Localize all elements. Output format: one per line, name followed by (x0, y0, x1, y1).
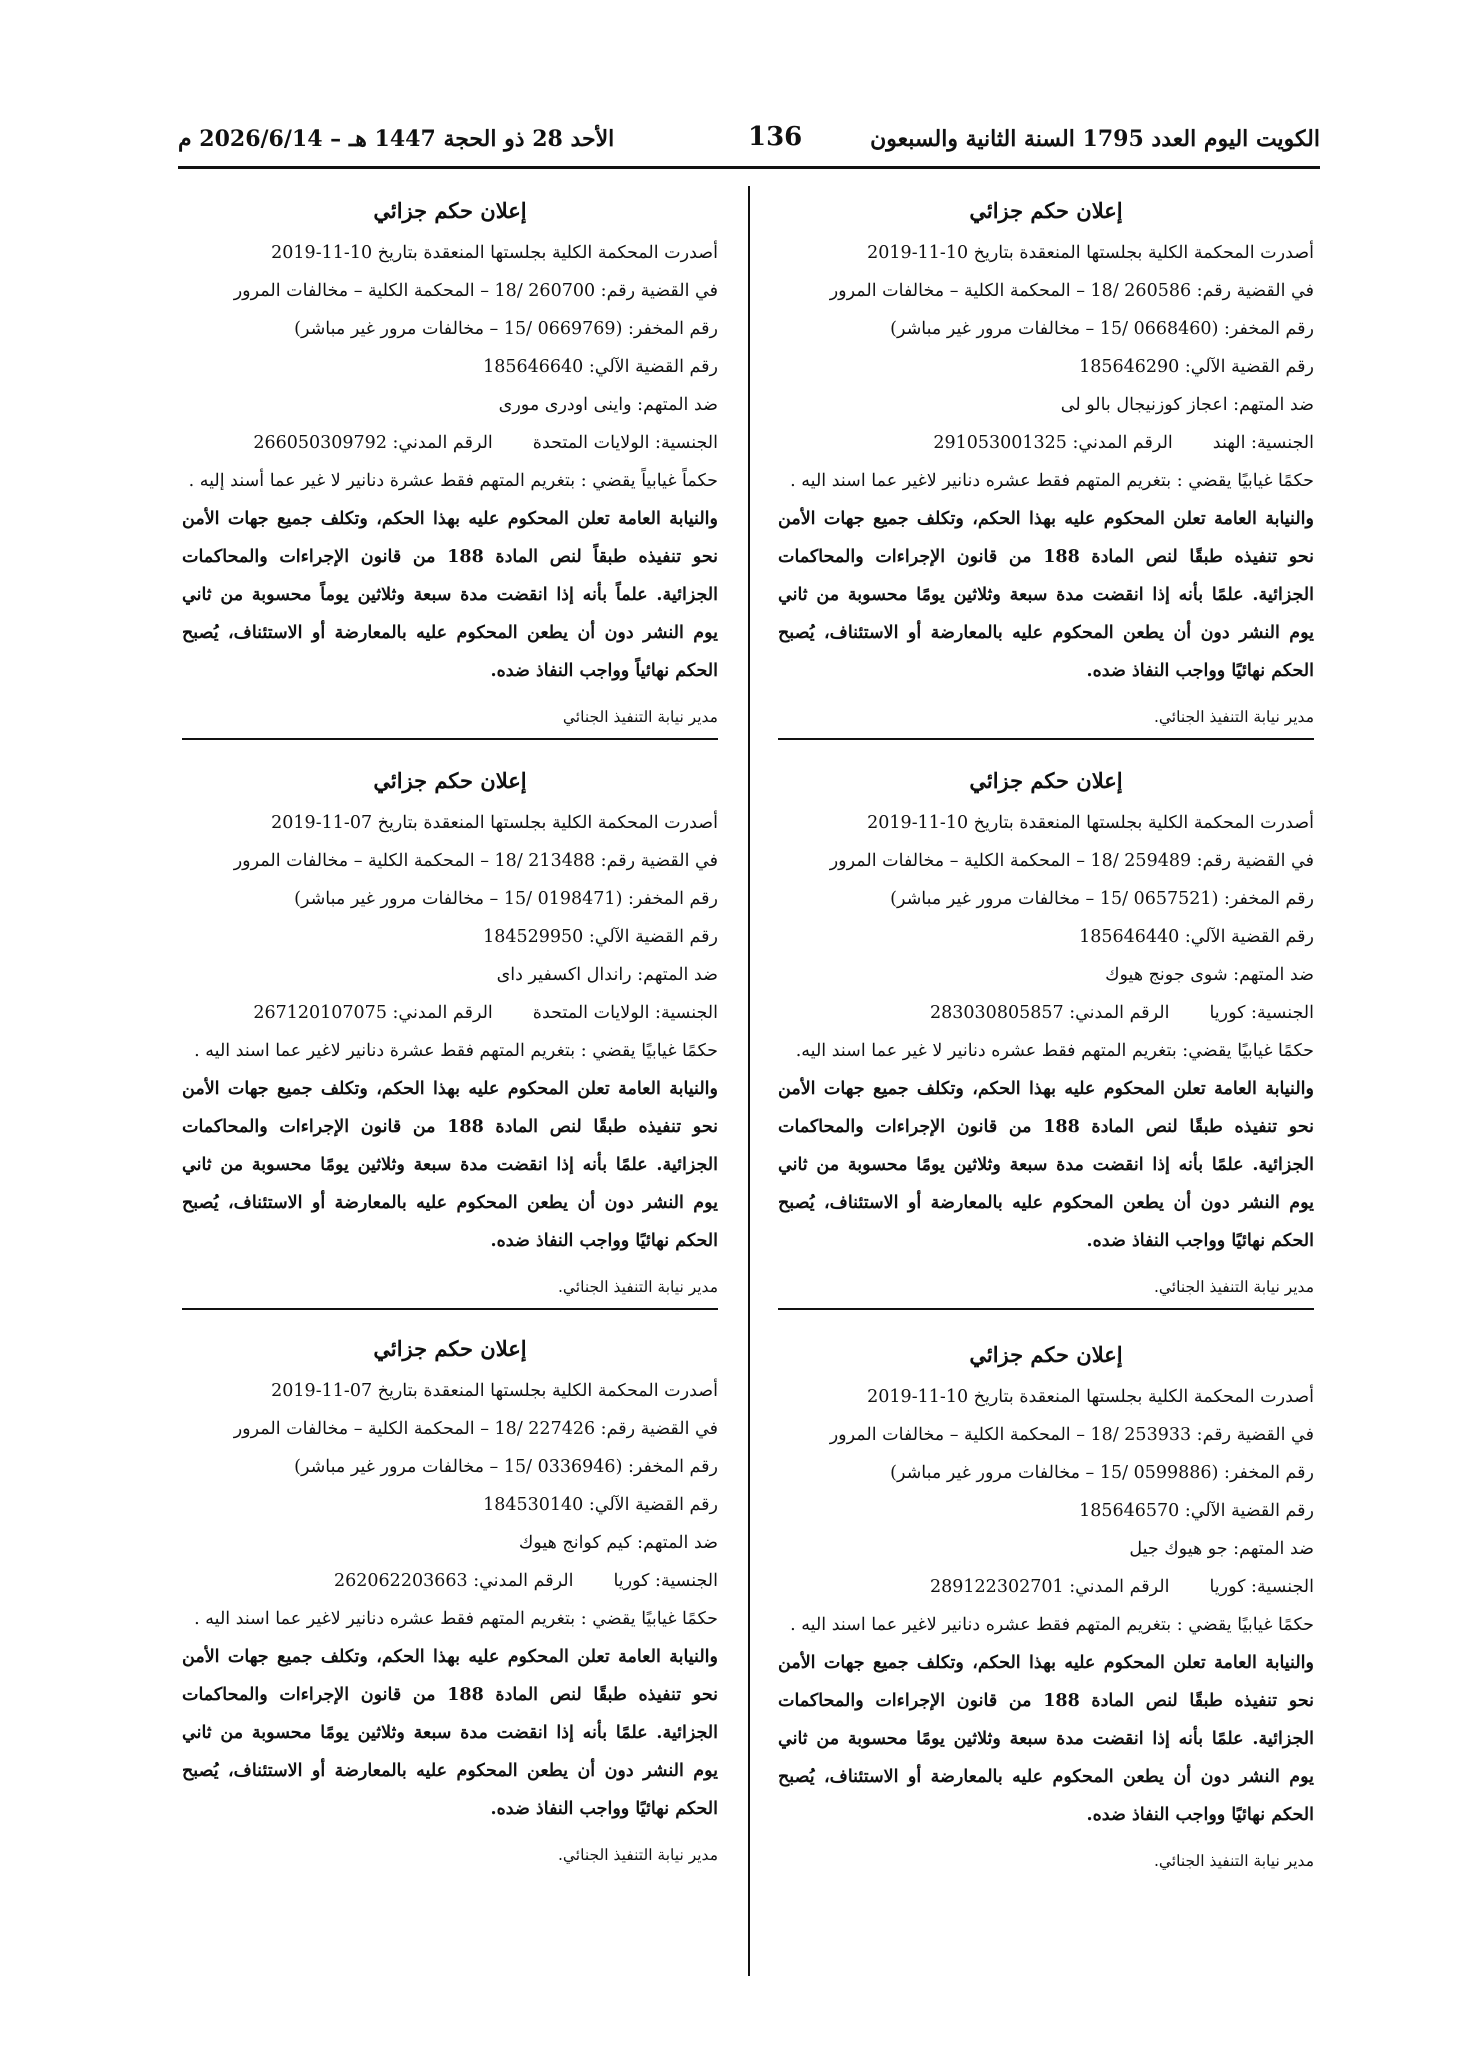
station-number: رقم المخفر: (0669769 /15 – مخالفات مرور غير مباشر) (294, 319, 718, 339)
defendant: ضد المتهم: راندال اكسفير داى (496, 965, 718, 985)
issue-date: الأحد 28 ذو الحجة 1447 هـ – 2026/6/14 م (178, 126, 615, 152)
signature: مدير نيابة التنفيذ الجنائي. (1153, 1852, 1314, 1870)
defendant: ضد المتهم: جو هيوك جيل (1129, 1539, 1314, 1559)
issued-line: أصدرت المحكمة الكلية بجلستها المنعقدة بتاريخ 10-11-2019 (867, 1387, 1314, 1407)
notice-title: إعلان حكم جزائي (373, 768, 527, 793)
issued-line: أصدرت المحكمة الكلية بجلستها المنعقدة بتاريخ 10-11-2019 (271, 243, 718, 263)
verdict: حكمًا غيابيًا يقضي: بتغريم المتهم فقط عشره دنانير لا غير عما اسند اليه. (795, 1041, 1314, 1061)
auto-case-number: رقم القضية الآلي: 185646290 (1079, 357, 1314, 377)
notice-title: إعلان حكم جزائي (969, 768, 1123, 793)
notice (778, 1336, 1314, 1880)
civil-id: الرقم المدني: 266050309792 (253, 433, 493, 453)
civil-id: الرقم المدني: 262062203663 (334, 1571, 574, 1591)
defendant: ضد المتهم: واينى اودرى مورى (498, 395, 718, 415)
notice (778, 762, 1314, 1306)
station-number: رقم المخفر: (0657521 /15 – مخالفات مرور غير مباشر) (890, 889, 1314, 909)
notice-body: والنيابة العامة تعلن المحكوم عليه بهذا الحكم، وتكلف جميع جهات الأمن نحو تنفيذه طبقًا لنص المادة 188 من قانون الإجراءات والمحاكمات الجزائية. علمًا بأنه إذا انقضت مدة سبعة وثلاثين يومًا محسوبة من ثاني يوم النشر دون أن يطعن المحكوم عليه بالمعارضة أو الاستئناف، يُصبح الحكم نهائيًا وواجب النفاذ ضده. (778, 1653, 1314, 1825)
civil-id: الرقم المدني: 291053001325 (933, 433, 1173, 453)
nationality: الجنسية: الهند (1212, 433, 1314, 453)
station-number: رقم المخفر: (0336946 /15 – مخالفات مرور غير مباشر) (294, 1457, 718, 1477)
notice-title: إعلان حكم جزائي (969, 198, 1123, 223)
station-number: رقم المخفر: (0198471 /15 – مخالفات مرور غير مباشر) (294, 889, 718, 909)
auto-case-number: رقم القضية الآلي: 185646440 (1079, 927, 1314, 947)
civil-id: الرقم المدني: 267120107075 (253, 1003, 493, 1023)
issued-line: أصدرت المحكمة الكلية بجلستها المنعقدة بتاريخ 10-11-2019 (867, 813, 1314, 833)
notice (778, 192, 1314, 736)
nationality-row (182, 1562, 718, 1600)
nationality: الجنسية: الولايات المتحدة (532, 433, 718, 453)
verdict: حكمًا غيابيًا يقضي : بتغريم المتهم فقط عشرة دنانير لاغير عما اسند اليه . (194, 1041, 718, 1061)
defendant: ضد المتهم: اعجاز كوزنيجال بالو لى (1060, 395, 1314, 415)
signature: مدير نيابة التنفيذ الجنائي. (1153, 1278, 1314, 1296)
notice-body: والنيابة العامة تعلن المحكوم عليه بهذا الحكم، وتكلف جميع جهات الأمن نحو تنفيذه طبقًا لنص المادة 188 من قانون الإجراءات والمحاكمات الجزائية. علمًا بأنه إذا انقضت مدة سبعة وثلاثين يومًا محسوبة من ثاني يوم النشر دون أن يطعن المحكوم عليه بالمعارضة أو الاستئناف، يُصبح الحكم نهائيًا وواجب النفاذ ضده. (182, 1647, 718, 1819)
case-number: في القضية رقم: 253933 /18 – المحكمة الكلية – مخالفات المرور (829, 1425, 1314, 1445)
issued-line: أصدرت المحكمة الكلية بجلستها المنعقدة بتاريخ 07-11-2019 (271, 813, 718, 833)
page-number: 136 (748, 122, 803, 152)
defendant: ضد المتهم: شوى جونج هيوك (1105, 965, 1314, 985)
notice-body: والنيابة العامة تعلن المحكوم عليه بهذا الحكم، وتكلف جميع جهات الأمن نحو تنفيذه طبقًا لنص المادة 188 من قانون الإجراءات والمحاكمات الجزائية. علمًا بأنه إذا انقضت مدة سبعة وثلاثين يومًا محسوبة من ثاني يوم النشر دون أن يطعن المحكوم عليه بالمعارضة أو الاستئناف، يُصبح الحكم نهائيًا وواجب النفاذ ضده. (778, 509, 1314, 681)
case-number: في القضية رقم: 213488 /18 – المحكمة الكلية – مخالفات المرور (233, 851, 718, 871)
nationality-row (182, 994, 718, 1032)
nationality: الجنسية: كوريا (613, 1571, 718, 1591)
gazette-issue: الكويت اليوم العدد 1795 السنة الثانية والسبعون (870, 126, 1320, 152)
notice-title: إعلان حكم جزائي (373, 1336, 527, 1361)
station-number: رقم المخفر: (0599886 /15 – مخالفات مرور غير مباشر) (890, 1463, 1314, 1483)
nationality: الجنسية: كوريا (1209, 1577, 1314, 1597)
notice-separator (778, 738, 1314, 740)
header-rule (178, 166, 1320, 169)
case-number: في القضية رقم: 260586 /18 – المحكمة الكلية – مخالفات المرور (829, 281, 1314, 301)
case-number: في القضية رقم: 227426 /18 – المحكمة الكلية – مخالفات المرور (233, 1419, 718, 1439)
signature: مدير نيابة التنفيذ الجنائي. (1153, 708, 1314, 726)
nationality-row (778, 1568, 1314, 1606)
issued-line: أصدرت المحكمة الكلية بجلستها المنعقدة بتاريخ 07-11-2019 (271, 1381, 718, 1401)
notice (182, 762, 718, 1306)
civil-id: الرقم المدني: 283030805857 (930, 1003, 1170, 1023)
case-number: في القضية رقم: 259489 /18 – المحكمة الكلية – مخالفات المرور (829, 851, 1314, 871)
notice-separator (778, 1308, 1314, 1310)
nationality: الجنسية: كوريا (1209, 1003, 1314, 1023)
notice (182, 192, 718, 736)
defendant: ضد المتهم: كيم كوانج هيوك (518, 1533, 718, 1553)
auto-case-number: رقم القضية الآلي: 184530140 (483, 1495, 718, 1515)
verdict: حكماً غيابياً يقضي : بتغريم المتهم فقط عشرة دنانير لا غير عما أسند إليه . (188, 471, 718, 491)
notice (182, 1330, 718, 1874)
civil-id: الرقم المدني: 289122302701 (930, 1577, 1170, 1597)
notice-title: إعلان حكم جزائي (373, 198, 527, 223)
signature: مدير نيابة التنفيذ الجنائي (562, 708, 718, 726)
notice-body: والنيابة العامة تعلن المحكوم عليه بهذا الحكم، وتكلف جميع جهات الأمن نحو تنفيذه طبقًا لنص المادة 188 من قانون الإجراءات والمحاكمات الجزائية. علمًا بأنه إذا انقضت مدة سبعة وثلاثين يومًا محسوبة من ثاني يوم النشر دون أن يطعن المحكوم عليه بالمعارضة أو الاستئناف، يُصبح الحكم نهائيًا وواجب النفاذ ضده. (182, 1079, 718, 1251)
verdict: حكمًا غيابيًا يقضي : بتغريم المتهم فقط عشره دنانير لاغير عما اسند اليه . (790, 471, 1314, 491)
verdict: حكمًا غيابيًا يقضي : بتغريم المتهم فقط عشره دنانير لاغير عما اسند اليه . (790, 1615, 1314, 1635)
case-number: في القضية رقم: 260700 /18 – المحكمة الكلية – مخالفات المرور (233, 281, 718, 301)
issued-line: أصدرت المحكمة الكلية بجلستها المنعقدة بتاريخ 10-11-2019 (867, 243, 1314, 263)
page-header (178, 120, 1320, 160)
nationality-row (182, 424, 718, 462)
nationality-row (778, 994, 1314, 1032)
nationality: الجنسية: الولايات المتحدة (532, 1003, 718, 1023)
auto-case-number: رقم القضية الآلي: 185646640 (483, 357, 718, 377)
notice-separator (182, 1308, 718, 1310)
notice-title: إعلان حكم جزائي (969, 1342, 1123, 1367)
station-number: رقم المخفر: (0668460 /15 – مخالفات مرور غير مباشر) (890, 319, 1314, 339)
notice-body: والنيابة العامة تعلن المحكوم عليه بهذا الحكم، وتكلف جميع جهات الأمن نحو تنفيذه طبقاً لنص المادة 188 من قانون الإجراءات والمحاكمات الجزائية. علماً بأنه إذا انقضت مدة سبعة وثلاثين يوماً محسوبة من ثاني يوم النشر دون أن يطعن المحكوم عليه بالمعارضة أو الاستئناف، يُصبح الحكم نهائياً وواجب النفاذ ضده. (182, 509, 718, 681)
nationality-row (778, 424, 1314, 462)
column-divider (748, 186, 750, 1976)
auto-case-number: رقم القضية الآلي: 185646570 (1079, 1501, 1314, 1521)
signature: مدير نيابة التنفيذ الجنائي. (557, 1278, 718, 1296)
notice-separator (182, 738, 718, 740)
notice-body: والنيابة العامة تعلن المحكوم عليه بهذا الحكم، وتكلف جميع جهات الأمن نحو تنفيذه طبقًا لنص المادة 188 من قانون الإجراءات والمحاكمات الجزائية. علمًا بأنه إذا انقضت مدة سبعة وثلاثين يومًا محسوبة من ثاني يوم النشر دون أن يطعن المحكوم عليه بالمعارضة أو الاستئناف، يُصبح الحكم نهائيًا وواجب النفاذ ضده. (778, 1079, 1314, 1251)
auto-case-number: رقم القضية الآلي: 184529950 (483, 927, 718, 947)
signature: مدير نيابة التنفيذ الجنائي. (557, 1846, 718, 1864)
verdict: حكمًا غيابيًا يقضي : بتغريم المتهم فقط عشره دنانير لاغير عما اسند اليه . (194, 1609, 718, 1629)
